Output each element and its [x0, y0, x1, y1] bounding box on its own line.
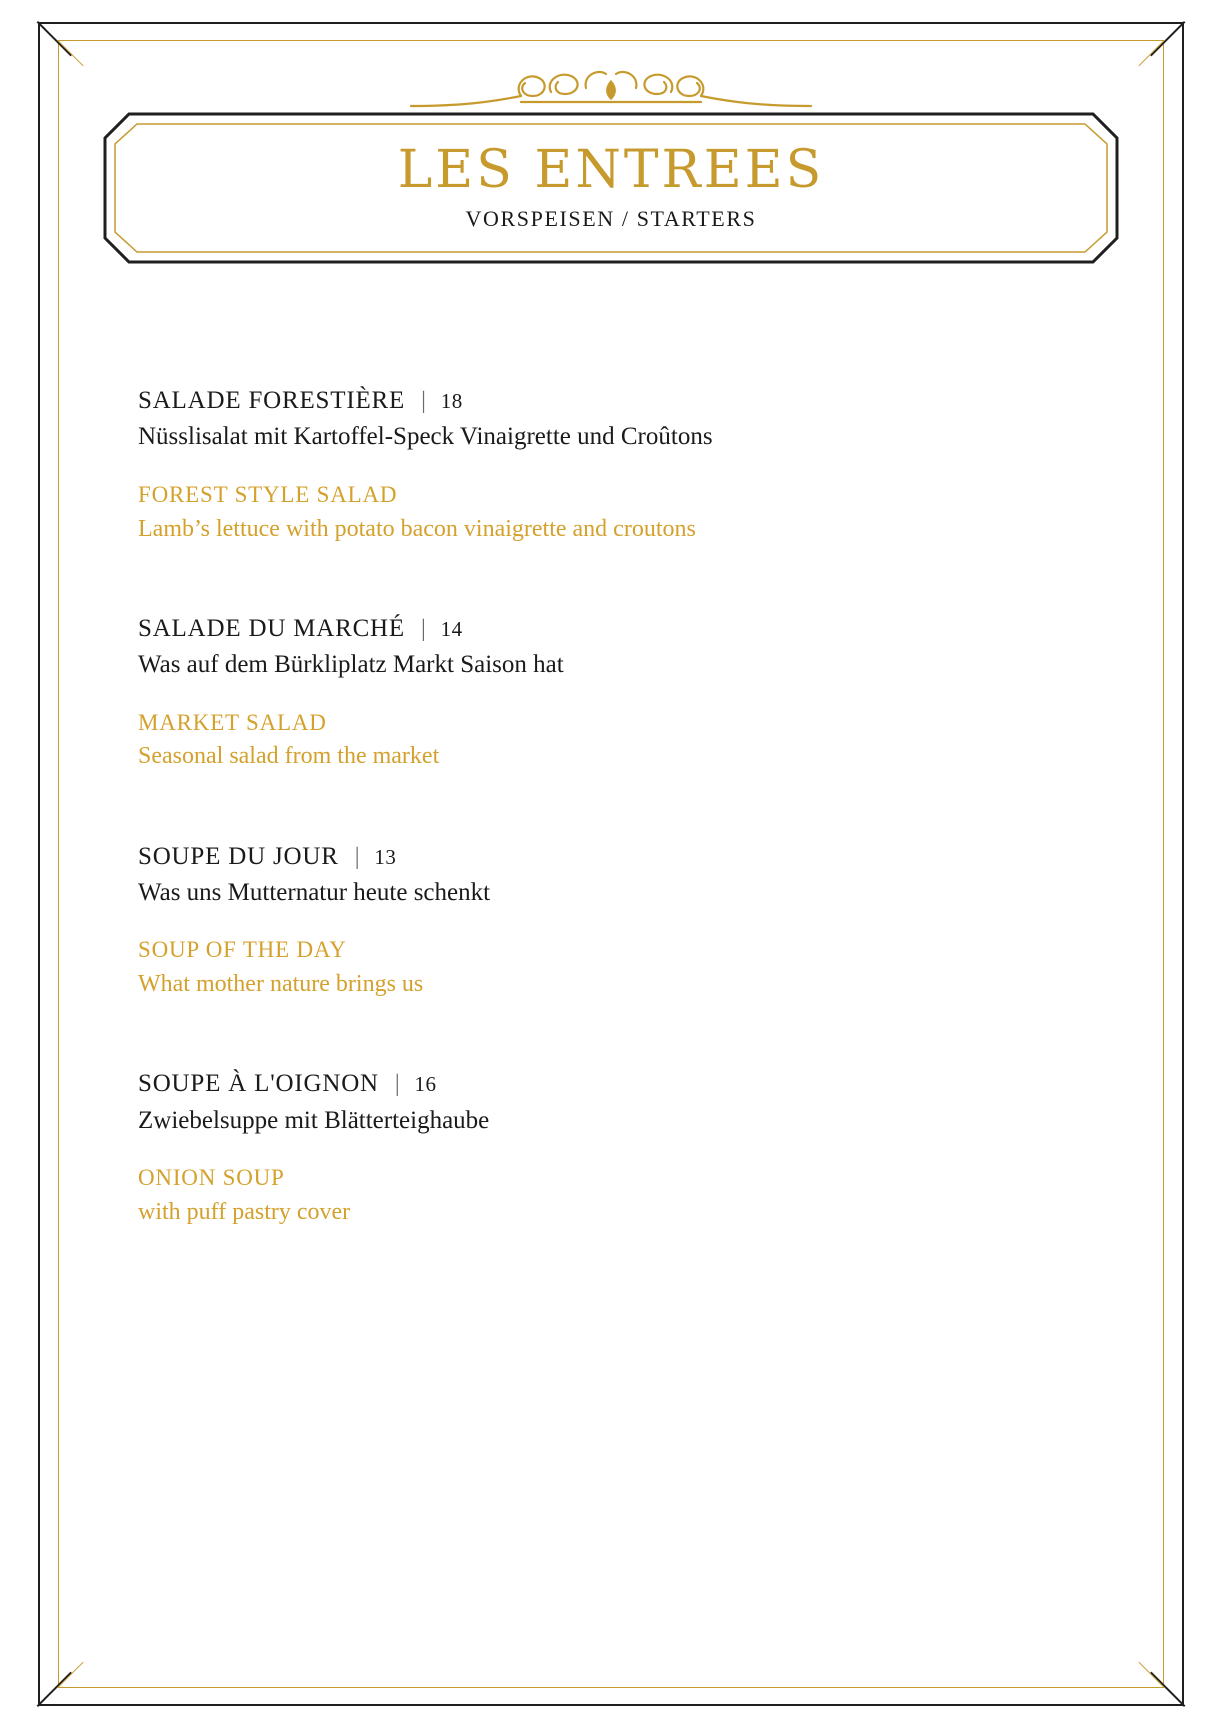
gold-corner-bottom-left	[58, 1662, 84, 1688]
page-subtitle: VORSPEISEN / STARTERS	[465, 206, 757, 231]
menu-item-description-en: with puff pastry cover	[138, 1199, 351, 1226]
menu-item-price: 13	[374, 844, 397, 869]
menu-item-description-en: Lamb’s lettuce with potato bacon vinaigrette and croutons	[138, 515, 696, 542]
menu-item-separator: |	[420, 615, 427, 642]
menu-item-description-de: Was auf dem Bürkliplatz Markt Saison hat	[138, 651, 564, 679]
menu-item-separator: |	[354, 843, 361, 870]
menu-item-name-en: SOUP OF THE DAY	[138, 937, 347, 963]
menu-item-name: SOUPE À L'OIGNON	[138, 1070, 379, 1098]
menu-item-description-en: Seasonal salad from the market	[138, 743, 440, 770]
menu-item-description-de: Zwiebelsuppe mit Blätterteighaube	[138, 1106, 490, 1134]
menu-item-price: 16	[414, 1072, 437, 1097]
menu-item-name: SALADE FORESTIÈRE	[138, 387, 406, 414]
menu-item-english-block	[138, 708, 1102, 773]
gold-corner-bottom-right	[1138, 1662, 1164, 1688]
menu-item-price: 18	[440, 389, 463, 413]
menu-item	[138, 385, 1102, 545]
menu-item-title-row	[138, 385, 1102, 416]
menu-item-english-block	[138, 480, 1102, 545]
menu-item	[138, 1068, 1102, 1228]
menu-item-description-en: What mother nature brings us	[138, 971, 424, 998]
menu-item-title-row	[138, 1068, 1102, 1099]
menu-items-list	[138, 385, 1102, 1228]
menu-item-separator: |	[394, 1071, 401, 1098]
menu-item-name-en: MARKET SALAD	[138, 709, 327, 735]
menu-item	[138, 613, 1102, 773]
flourish-ornament	[401, 62, 821, 118]
menu-item-description-de: Was uns Mutternatur heute schenkt	[138, 878, 491, 906]
menu-item-description-de: Nüsslisalat mit Kartoffel-Speck Vinaigrette und Croûtons	[138, 423, 713, 451]
menu-item-price: 14	[440, 616, 463, 641]
gold-corner-top-right	[1138, 40, 1164, 66]
menu-item-name-en: FOREST STYLE SALAD	[138, 481, 398, 507]
menu-item-name: SOUPE DU JOUR	[138, 842, 339, 870]
menu-item-english-block	[138, 935, 1102, 1000]
menu-item-english-block	[138, 1163, 1102, 1228]
menu-item-title-row	[138, 841, 1102, 872]
menu-item-name-en: ONION SOUP	[138, 1165, 285, 1191]
menu-item-title-row	[138, 613, 1102, 644]
menu-item-name: SALADE DU MARCHÉ	[138, 614, 405, 642]
gold-corner-top-left	[58, 40, 84, 66]
page-title: LES ENTREES	[397, 140, 825, 200]
menu-item-separator: |	[421, 388, 427, 414]
menu-item	[138, 841, 1102, 1001]
title-plaque	[103, 112, 1119, 264]
